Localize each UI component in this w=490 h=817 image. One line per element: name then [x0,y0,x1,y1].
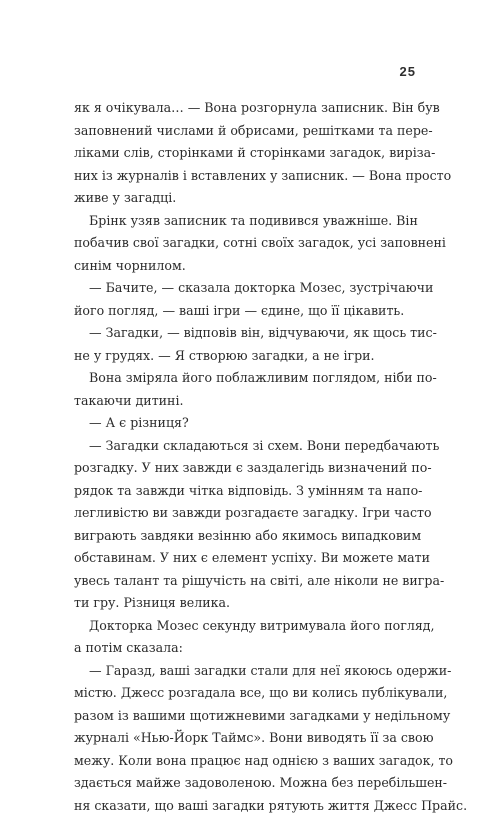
text-line: здається майже задоволеною. Можна без перебільшен- [74,772,416,795]
text-line: такаючи дитині. [74,390,416,413]
text-line: а потім сказала: [74,637,416,660]
text-line: ня сказати, що ваші загадки рятують життя Джесс Прайс. [74,795,416,817]
text-line: синім чорнилом. [74,255,416,278]
text-line: рядок та завжди чітка відповідь. З умінням та напо- [74,480,416,503]
body-text [74,97,416,817]
text-line: Вона зміряла його поблажливим поглядом, ніби по- [74,367,416,390]
text-line: ліками слів, сторінками й сторінками загадок, вирiза- [74,142,416,165]
text-line: ти гру. Різниця велика. [74,592,416,615]
text-line: Брінк узяв записник та подивився уважніше. Він [74,210,416,233]
page-number: 25 [400,64,416,79]
text-line: заповнений числами й обрисами, решітками та пере- [74,120,416,143]
text-line: живе у загадці. [74,187,416,210]
text-line: разом із вашими щотижневими загадками у недільному [74,705,416,728]
text-line: — А є різниця? [74,412,416,435]
text-line: — Загадки, — відповів він, відчуваючи, як щось тис- [74,322,416,345]
text-line: розгадку. У них завжди є заздалегідь визначений по- [74,457,416,480]
text-line: них із журналів і вставлених у записник. — Вона просто [74,165,416,188]
text-line: межу. Коли вона працює над однією з ваших загадок, то [74,750,416,773]
text-line: — Загадки складаються зі схем. Вони передбачають [74,435,416,458]
text-line: як я очікувала… — Вона розгорнула записник. Він був [74,97,416,120]
text-line: Докторка Мозес секунду витримувала його погляд, [74,615,416,638]
text-line: — Бачите, — сказала докторка Мозес, зустрічаючи [74,277,416,300]
text-line: — Гаразд, ваші загадки стали для неї якоюсь одержи- [74,660,416,683]
text-line: не у грудях. — Я створюю загадки, а не ігри. [74,345,416,368]
text-line: журналі «Нью-Йорк Таймс». Вони виводять її за свою [74,727,416,750]
text-line: містю. Джесс розгадала все, що ви колись публікували, [74,682,416,705]
text-line: побачив свої загадки, сотні своїх загадок, усі заповнені [74,232,416,255]
text-line: легливістю ви завжди розгадаєте загадку. Ігри часто [74,502,416,525]
text-line: обставинам. У них є елемент успіху. Ви можете мати [74,547,416,570]
text-line: його погляд, — ваші ігри — єдине, що її цікавить. [74,300,416,323]
text-line: увесь талант та рішучість на світі, але ніколи не вигра- [74,570,416,593]
text-line: виграють завдяки везінню або якимось випадковим [74,525,416,548]
